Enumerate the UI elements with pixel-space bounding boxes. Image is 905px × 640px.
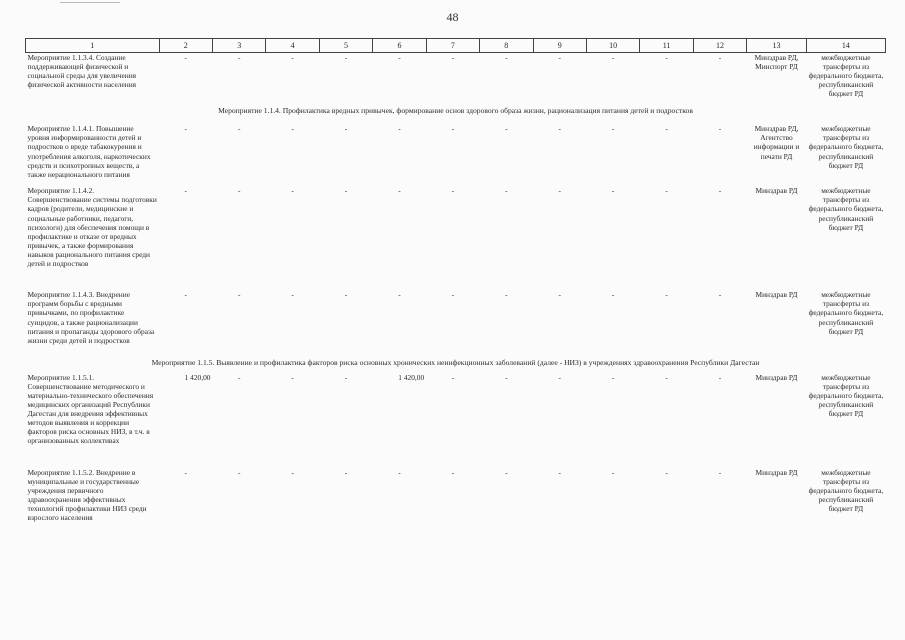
column-header-5: 5 [319,39,372,53]
value-cell-col-6: - [398,290,401,300]
value-cell-col-6: - [398,467,401,477]
funding-source-cell: межбюджетные трансферты из федерального бюджета, республиканский бюджет РД [808,372,884,418]
activity-name: Мероприятие 1.1.5.2. Внедрение в муниципальные и государственные учреждения первичного здравоохранения эффективных технологий профилактики НИЗ среди взрослого населения [27,467,147,522]
value-cell-col-3: - [237,372,241,382]
value-cell-col-10: - [611,124,615,134]
value-cell-col-7: - [451,467,455,477]
value-cell-col-3: - [237,467,241,477]
column-header-13: 13 [747,39,807,53]
section-heading: Мероприятие 1.1.5. Выявление и профилактика факторов риска основных хронических неинфекционных заболеваний (далее - НИЗ) в учреждениях здравоохранения Республики Дагестан [151,358,760,368]
value-cell-col-2: 1 420,00 [184,372,211,382]
value-cell-col-12: - [718,186,722,196]
table-row [26,53,886,99]
value-cell-col-12: - [718,467,722,477]
executor-cell: Минздрав РД [755,467,798,477]
value-cell-col-8: - [505,186,508,196]
column-header-10: 10 [586,39,639,53]
table-row [26,290,886,352]
executor-cell: Минздрав РД [755,372,798,382]
activity-name: Мероприятие 1.1.5.1. Совершенствование методического и материально-технического обеспечения медицинских организаций Республики Дагестан для внедрения эффективных методов выявления и коррекции факторов риска основных НИЗ, в т.ч. в организованных коллективах [27,372,154,445]
value-cell-col-3: - [237,53,241,62]
value-cell-col-7: - [451,186,455,196]
column-header-6: 6 [373,39,426,53]
value-cell-col-8: - [505,124,508,134]
value-cell-col-6: - [398,53,401,62]
table-header-row [26,39,886,53]
funding-source-cell: межбюджетные трансферты из федерального бюджета, республиканский бюджет РД [808,467,884,513]
value-cell-col-8: - [505,290,508,300]
executor-cell: Минздрав РД, Агентство информации и печати РД [753,124,800,161]
column-header-1: 1 [26,39,160,53]
activity-name: Мероприятие 1.1.3.4. Создание поддерживающей физической и социальной среды для увеличения физической активности населения [27,53,137,90]
column-header-2: 2 [159,39,212,53]
value-cell-col-3: - [237,290,241,300]
page-number: 48 [446,10,459,24]
section-heading-row [26,98,886,124]
value-cell-col-2: - [184,186,187,196]
value-cell-col-2: - [184,53,187,62]
executor-cell: Минздрав РД, Минспорт РД [754,53,799,72]
column-header-9: 9 [533,39,586,53]
value-cell-col-2: - [184,290,187,300]
value-cell-col-6: - [398,186,401,196]
value-cell-col-11: - [665,124,668,134]
value-cell-col-9: - [558,372,561,382]
executor-cell: Минздрав РД [755,186,798,196]
value-cell-col-9: - [558,290,561,300]
value-cell-col-4: - [291,372,294,382]
value-cell-col-4: - [291,186,294,196]
value-cell-col-11: - [665,53,668,62]
value-cell-col-8: - [505,53,508,62]
value-cell-col-3: - [237,124,241,134]
value-cell-col-10: - [611,467,615,477]
executor-cell: Минздрав РД [755,290,798,300]
value-cell-col-7: - [451,53,455,62]
value-cell-col-4: - [291,53,294,62]
value-cell-col-5: - [344,186,348,196]
column-header-3: 3 [212,39,265,53]
value-cell-col-11: - [665,290,668,300]
table-row [26,124,886,186]
value-cell-col-6: 1 420,00 [398,372,425,382]
section-heading: Мероприятие 1.1.4. Профилактика вредных привычек, формирование основ здорового образа жизни, рационализация питания детей и подростков [218,106,693,116]
value-cell-col-11: - [665,372,668,382]
funding-source-cell: межбюджетные трансферты из федерального бюджета, республиканский бюджет РД [808,186,884,232]
table-body [26,53,886,538]
value-cell-col-5: - [344,372,348,382]
value-cell-col-12: - [718,290,722,300]
value-cell-col-12: - [718,124,722,134]
value-cell-col-11: - [665,186,668,196]
activity-name: Мероприятие 1.1.4.2. Совершенствование системы подготовки кадров (родители, медицинские и социальные работники, педагоги, психологи) для обеспечения помощи в профилактике и отказе от вредных привычек, а также формирования навыков рационального питания среди детей и подростков [27,186,157,268]
funding-source-cell: межбюджетные трансферты из федерального бюджета, республиканский бюджет РД [808,290,884,336]
value-cell-col-9: - [558,467,561,477]
column-header-8: 8 [480,39,533,53]
section-heading-row [26,352,886,372]
column-header-11: 11 [640,39,693,53]
value-cell-col-10: - [611,372,615,382]
value-cell-col-6: - [398,124,401,134]
value-cell-col-5: - [344,467,348,477]
value-cell-col-8: - [505,372,508,382]
column-header-4: 4 [266,39,319,53]
value-cell-col-10: - [611,186,615,196]
value-cell-col-11: - [665,467,668,477]
table-row [26,468,886,538]
top-rule [60,2,120,3]
column-header-12: 12 [693,39,746,53]
value-cell-col-10: - [611,53,615,62]
column-header-14: 14 [806,39,885,53]
activity-name: Мероприятие 1.1.4.1. Повышение уровня информированности детей и подростков о вреде табакокурения и употребления алкоголя, наркотических средств и психотропных веществ, а также нерационального питания [27,124,151,179]
value-cell-col-7: - [451,372,455,382]
value-cell-col-2: - [184,467,187,477]
value-cell-col-5: - [344,290,348,300]
value-cell-col-4: - [291,290,294,300]
value-cell-col-9: - [558,124,561,134]
value-cell-col-8: - [505,467,508,477]
activity-name: Мероприятие 1.1.4.3. Внедрение программ борьбы с вредными привычками, по профилактике суицидов, а также рационализации питания и пропаганды здорового образа жизни среди детей и подростков [27,290,155,345]
value-cell-col-7: - [451,290,455,300]
value-cell-col-12: - [718,53,722,62]
value-cell-col-12: - [718,372,722,382]
value-cell-col-4: - [291,467,294,477]
value-cell-col-10: - [611,290,615,300]
value-cell-col-5: - [344,53,348,62]
value-cell-col-5: - [344,124,348,134]
program-table [25,38,886,538]
value-cell-col-4: - [291,124,294,134]
value-cell-col-3: - [237,186,241,196]
value-cell-col-9: - [558,186,561,196]
funding-source-cell: межбюджетные трансферты из федерального бюджета, республиканский бюджет РД [808,124,884,170]
value-cell-col-9: - [558,53,561,62]
column-header-7: 7 [426,39,479,53]
value-cell-col-2: - [184,124,187,134]
funding-source-cell: межбюджетные трансферты из федерального бюджета, республиканский бюджет РД [808,53,884,99]
value-cell-col-7: - [451,124,455,134]
table-row [26,186,886,290]
table-row [26,373,886,468]
